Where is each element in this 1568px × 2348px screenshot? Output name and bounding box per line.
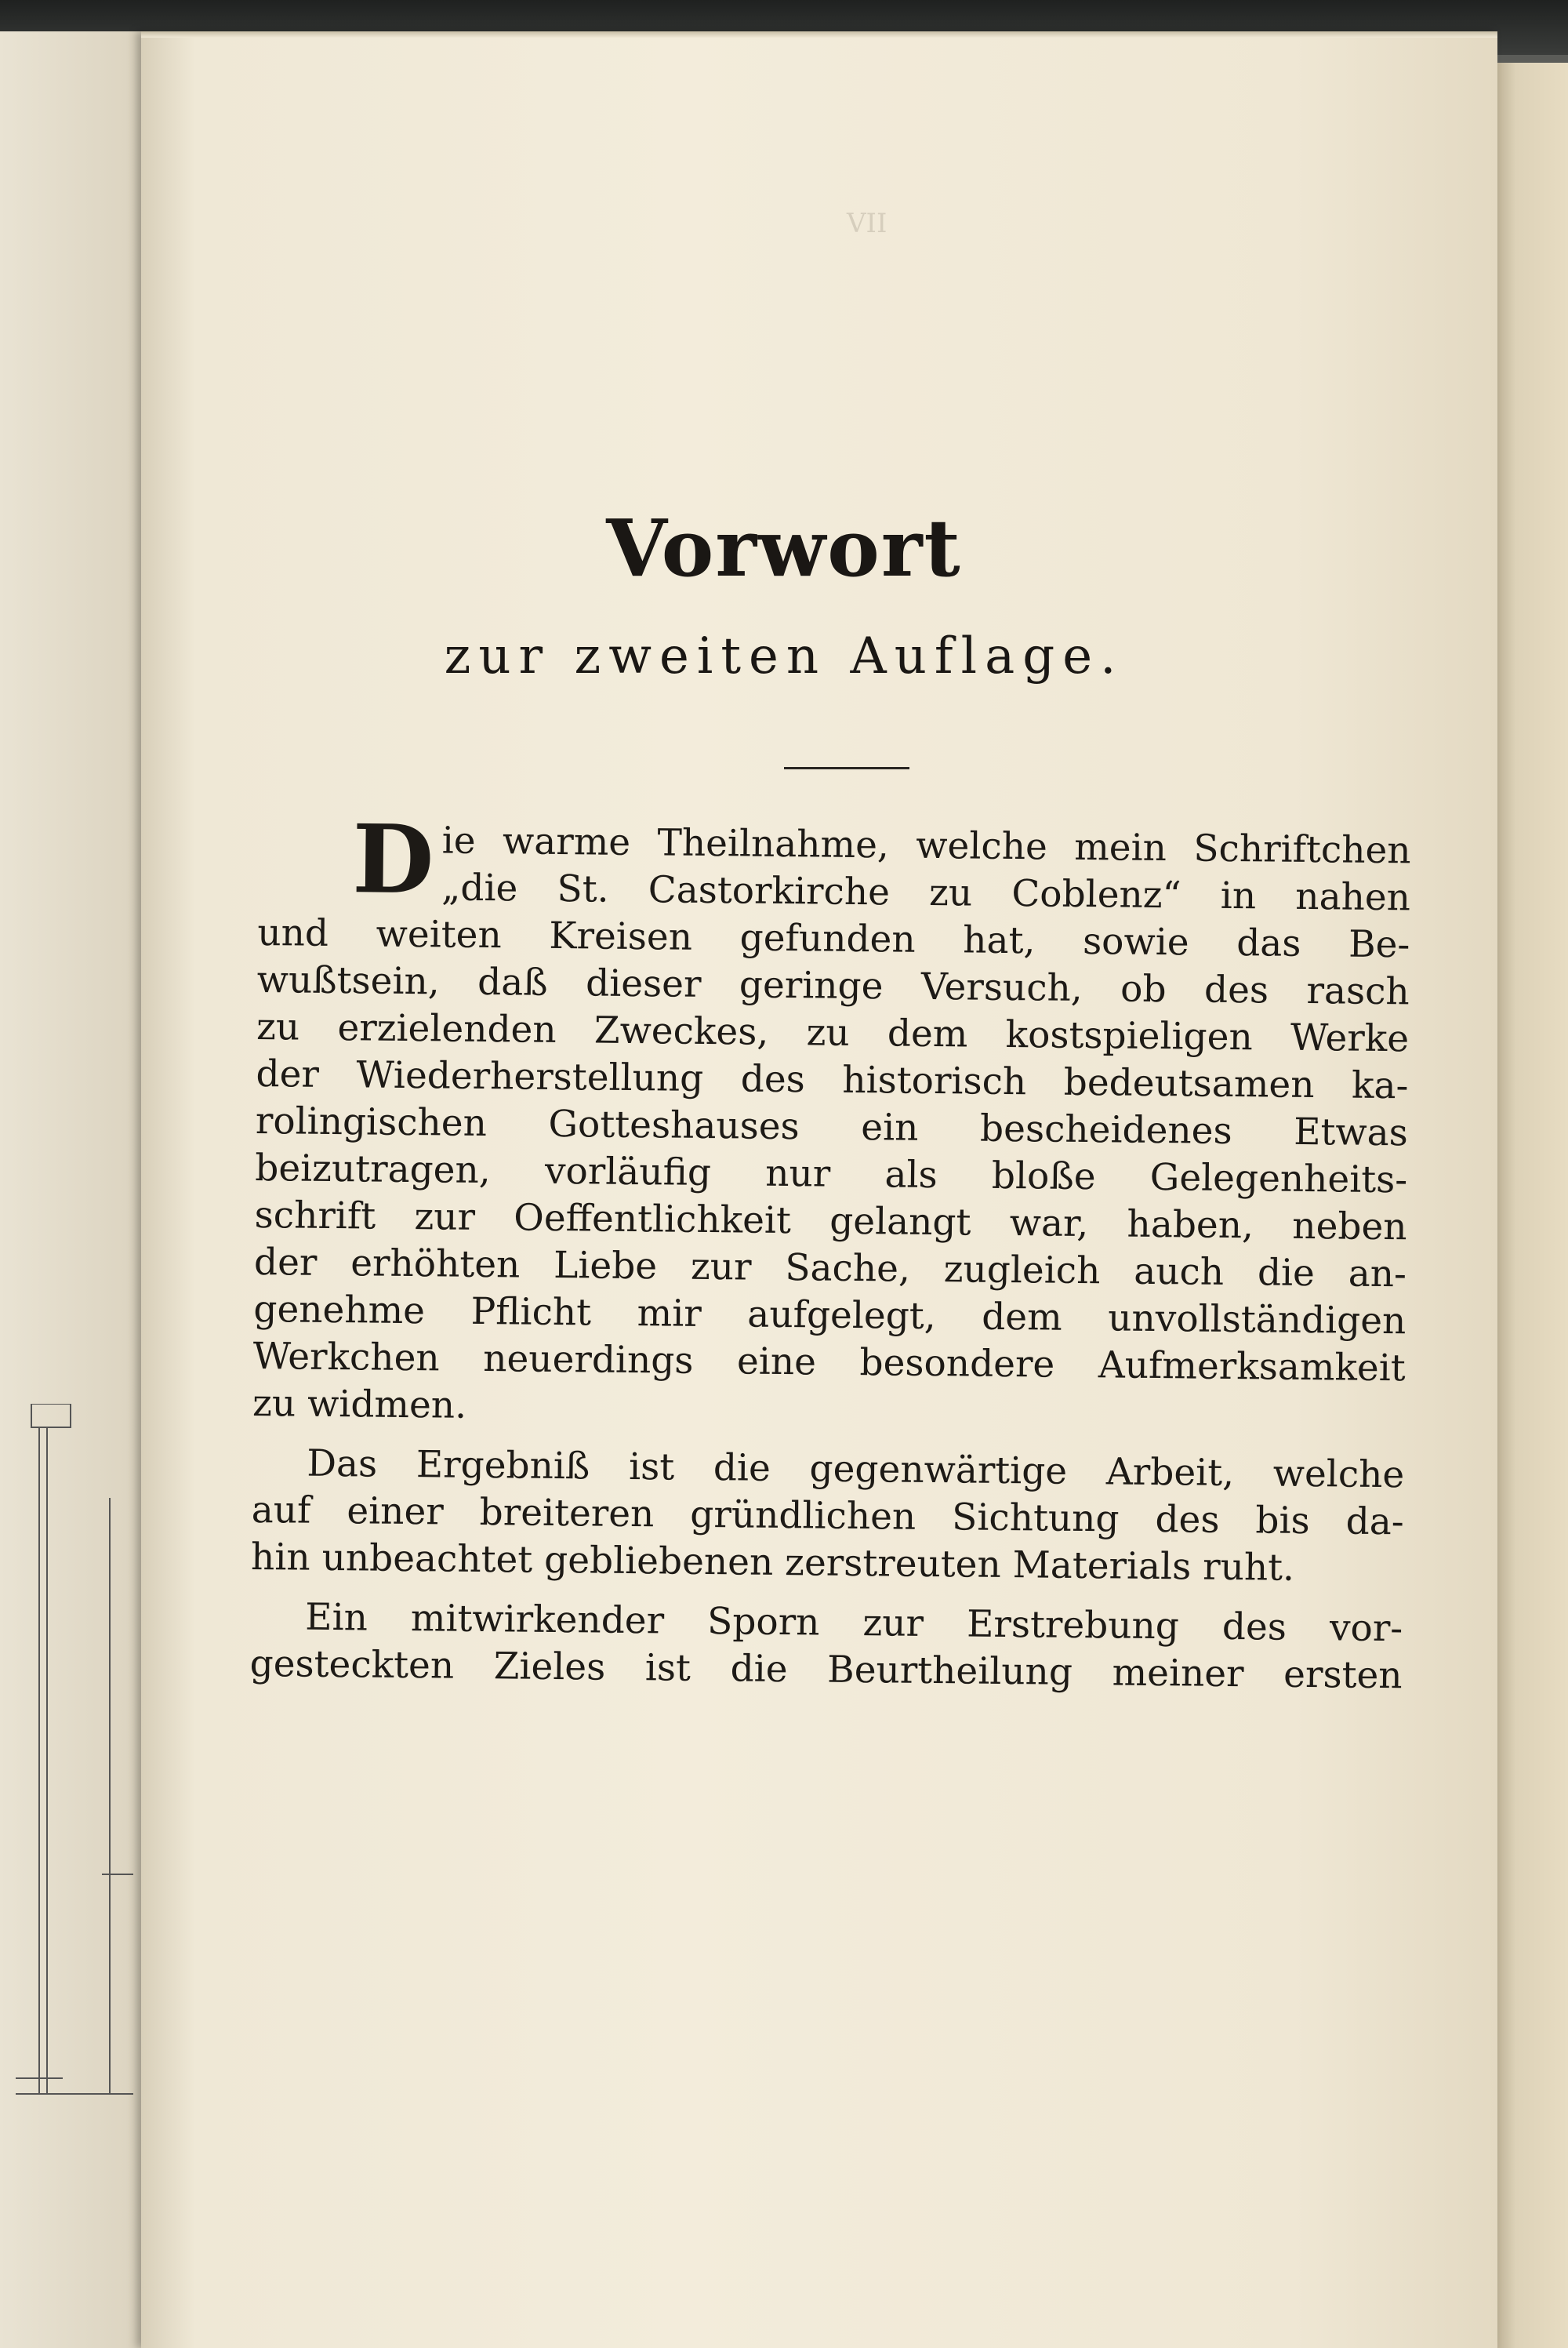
text-line: gesteckten Zieles ist die Beurtheilung meiner ersten — [249, 1641, 1403, 1698]
page-number: VII — [847, 208, 887, 239]
dropcap-letter: D — [351, 804, 435, 916]
paragraph-2 — [251, 1440, 1405, 1593]
facing-page-left — [0, 31, 157, 2348]
text-line: rolingischen Gotteshauses ein bescheidenes Etwas — [255, 1099, 1409, 1155]
preface-text — [249, 804, 1411, 1712]
text-line: und weiten Kreisen gefunden hat, sowie das Be- — [257, 910, 1410, 967]
facing-page-right — [1494, 63, 1568, 2348]
architectural-drawing-fragment — [16, 1404, 133, 2110]
page-title: Vorwort — [606, 502, 962, 594]
text-line: hin unbeachtet gebliebenen zerstreuten Materials ruht. — [250, 1535, 1295, 1590]
paragraph-1 — [252, 804, 1411, 1439]
paragraph-3 — [249, 1594, 1403, 1699]
text-line: Ein mitwirkender Sporn zur Erstrebung des vor- — [305, 1595, 1403, 1651]
text-line: ie warme Theilnahme, welche mein Schriftchen — [441, 819, 1411, 873]
title-divider — [784, 767, 909, 769]
text-line: Das Ergebniß ist die gegenwärtige Arbeit, welche — [307, 1441, 1405, 1497]
page-edge-shadow — [141, 31, 1497, 38]
text-line: Werkchen neuerdings eine besondere Aufmerksamkeit — [252, 1334, 1406, 1390]
text-line: auf einer breiteren gründlichen Sichtung des bis da- — [251, 1488, 1404, 1544]
page-subtitle: zur zweiten Auflage. — [444, 627, 1124, 685]
text-line: zu widmen. — [252, 1381, 467, 1427]
text-line: schrift zur Oeffentlichkeit gelangt war, haben, neben — [254, 1193, 1407, 1249]
text-line: wußtsein, daß dieser geringe Versuch, ob des rasch — [256, 958, 1410, 1014]
text-line: zu erzielenden Zweckes, zu dem kostspieligen Werke — [256, 1005, 1410, 1061]
text-line: der erhöhten Liebe zur Sache, zugleich auch die an- — [253, 1240, 1407, 1296]
text-line: der Wiederherstellung des historisch bedeutsamen ka- — [256, 1052, 1409, 1108]
text-line: beizutragen, vorläufig nur als bloße Gelegenheits- — [255, 1146, 1408, 1202]
text-line: genehme Pflicht mir aufgelegt, dem unvollständigen — [253, 1287, 1406, 1343]
text-line: „die St. Castorkirche zu Coblenz“ in nahen — [441, 866, 1411, 920]
